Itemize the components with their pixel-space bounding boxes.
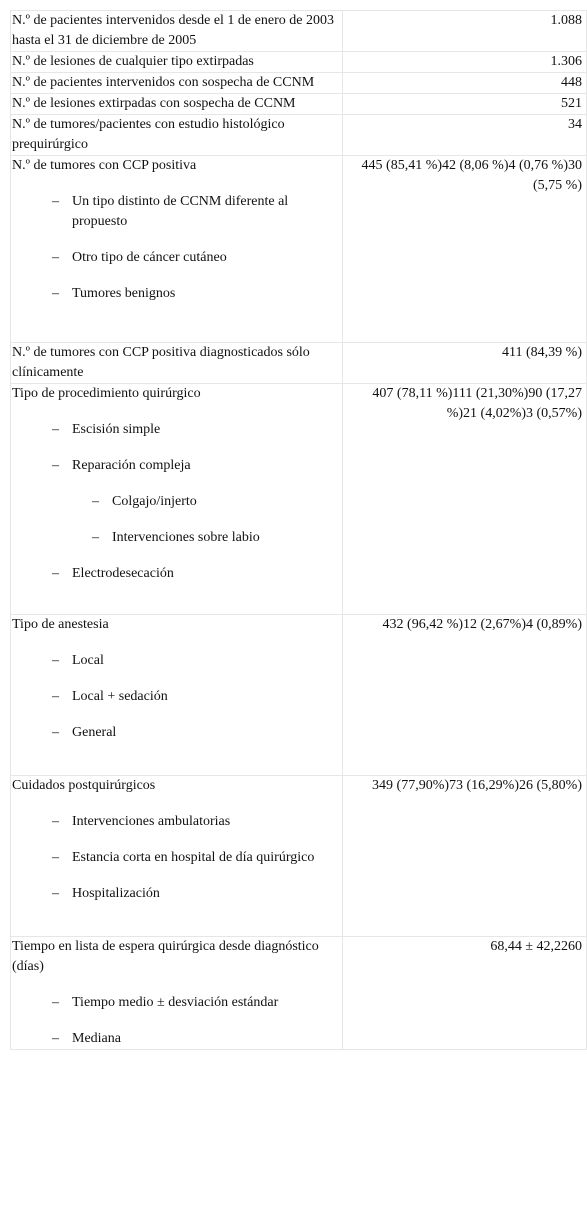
row-value: 448 (343, 73, 587, 94)
dash-bullet: – (52, 689, 59, 704)
table-row (11, 615, 587, 776)
dash-bullet: – (92, 494, 99, 509)
row-value: 432 (96,42 %)12 (2,67%)4 (0,89%) (343, 615, 587, 776)
list-item (12, 848, 342, 868)
list-item (12, 420, 342, 440)
sub-item-list (12, 651, 342, 743)
list-item-label: Un tipo distinto de CCNM diferente al propuesto (72, 194, 289, 229)
dash-bullet: – (52, 725, 59, 740)
row-label-cell (11, 776, 343, 937)
list-item (12, 564, 342, 584)
row-label-cell (11, 384, 343, 615)
row-label-cell (11, 937, 343, 1050)
list-item-label: Tiempo medio ± desviación estándar (72, 995, 279, 1010)
sub-item-list (12, 993, 342, 1049)
table-row (11, 384, 587, 615)
dash-bullet: – (92, 530, 99, 545)
list-item-label: Local + sedación (72, 689, 168, 704)
list-item-label: Mediana (72, 1031, 121, 1046)
row-label: N.º de pacientes intervenidos con sospecha de CCNM (11, 73, 343, 94)
list-item-label: Escisión simple (72, 422, 161, 437)
list-item-label: Estancia corta en hospital de día quirúrgico (72, 850, 315, 865)
list-item-label: Intervenciones ambulatorias (72, 814, 231, 829)
row-value: 349 (77,90%)73 (16,29%)26 (5,80%) (343, 776, 587, 937)
row-label: N.º de lesiones de cualquier tipo extirpadas (11, 52, 343, 73)
list-item (12, 687, 342, 707)
row-label: N.º de pacientes intervenidos desde el 1 de enero de 2003 hasta el 31 de diciembre de 2005 (11, 11, 343, 52)
row-value: 445 (85,41 %)42 (8,06 %)4 (0,76 %)30 (5,75 %) (343, 156, 587, 343)
row-label: N.º de tumores con CCP positiva diagnosticados sólo clínicamente (11, 343, 343, 384)
row-value: 68,44 ± 42,2260 (343, 937, 587, 1050)
row-label: Tipo de procedimiento quirúrgico (12, 386, 201, 401)
list-item (12, 192, 342, 232)
list-item (12, 884, 342, 904)
row-label: Cuidados postquirúrgicos (12, 778, 156, 793)
table-row (11, 11, 587, 52)
list-item (12, 528, 342, 548)
sub-item-list (12, 192, 342, 304)
sub-item-list (12, 420, 342, 476)
row-value: 521 (343, 94, 587, 115)
list-item-label: Hospitalización (72, 886, 160, 901)
surgical-data-table (10, 10, 587, 1050)
table-row (11, 776, 587, 937)
dash-bullet: – (52, 886, 59, 901)
dash-bullet: – (52, 995, 59, 1010)
dash-bullet: – (52, 850, 59, 865)
list-item-label: Electrodesecación (72, 566, 174, 581)
row-value: 34 (343, 115, 587, 156)
row-label-cell (11, 156, 343, 343)
list-item (12, 651, 342, 671)
row-label: N.º de tumores con CCP positiva (12, 158, 197, 173)
list-item (12, 993, 342, 1013)
sub-item-list (12, 812, 342, 904)
row-label-cell (11, 615, 343, 776)
list-item (12, 812, 342, 832)
list-item-label: Colgajo/injerto (112, 494, 197, 509)
row-label: Tiempo en lista de espera quirúrgica desde diagnóstico (días) (12, 939, 319, 974)
table-row (11, 94, 587, 115)
list-item (12, 248, 342, 268)
list-item-label: Otro tipo de cáncer cutáneo (72, 250, 227, 265)
table-row (11, 115, 587, 156)
row-value: 1.306 (343, 52, 587, 73)
dash-bullet: – (52, 422, 59, 437)
list-item-label: Intervenciones sobre labio (112, 530, 260, 545)
table-row (11, 73, 587, 94)
row-value: 407 (78,11 %)111 (21,30%)90 (17,27 %)21 (4,02%)3 (0,57%) (343, 384, 587, 615)
table-row (11, 156, 587, 343)
sub-item-list (12, 564, 342, 584)
table-row (11, 937, 587, 1050)
list-item (12, 492, 342, 512)
dash-bullet: – (52, 653, 59, 668)
list-item-label: Tumores benignos (72, 286, 176, 301)
list-item-label: General (72, 725, 117, 740)
list-item (12, 456, 342, 476)
row-label: N.º de tumores/pacientes con estudio histológico prequirúrgico (11, 115, 343, 156)
dash-bullet: – (52, 1031, 59, 1046)
dash-bullet: – (52, 566, 59, 581)
row-value: 411 (84,39 %) (343, 343, 587, 384)
table-row (11, 52, 587, 73)
nested-sub-item-list (12, 492, 342, 548)
dash-bullet: – (52, 458, 59, 473)
list-item (12, 723, 342, 743)
list-item (12, 1029, 342, 1049)
row-value: 1.088 (343, 11, 587, 52)
row-label: Tipo de anestesia (12, 617, 109, 632)
list-item (12, 284, 342, 304)
dash-bullet: – (52, 286, 59, 301)
list-item-label: Local (72, 653, 104, 668)
list-item-label: Reparación compleja (72, 458, 191, 473)
dash-bullet: – (52, 250, 59, 265)
table-row (11, 343, 587, 384)
row-label: N.º de lesiones extirpadas con sospecha de CCNM (11, 94, 343, 115)
dash-bullet: – (52, 194, 59, 209)
dash-bullet: – (52, 814, 59, 829)
